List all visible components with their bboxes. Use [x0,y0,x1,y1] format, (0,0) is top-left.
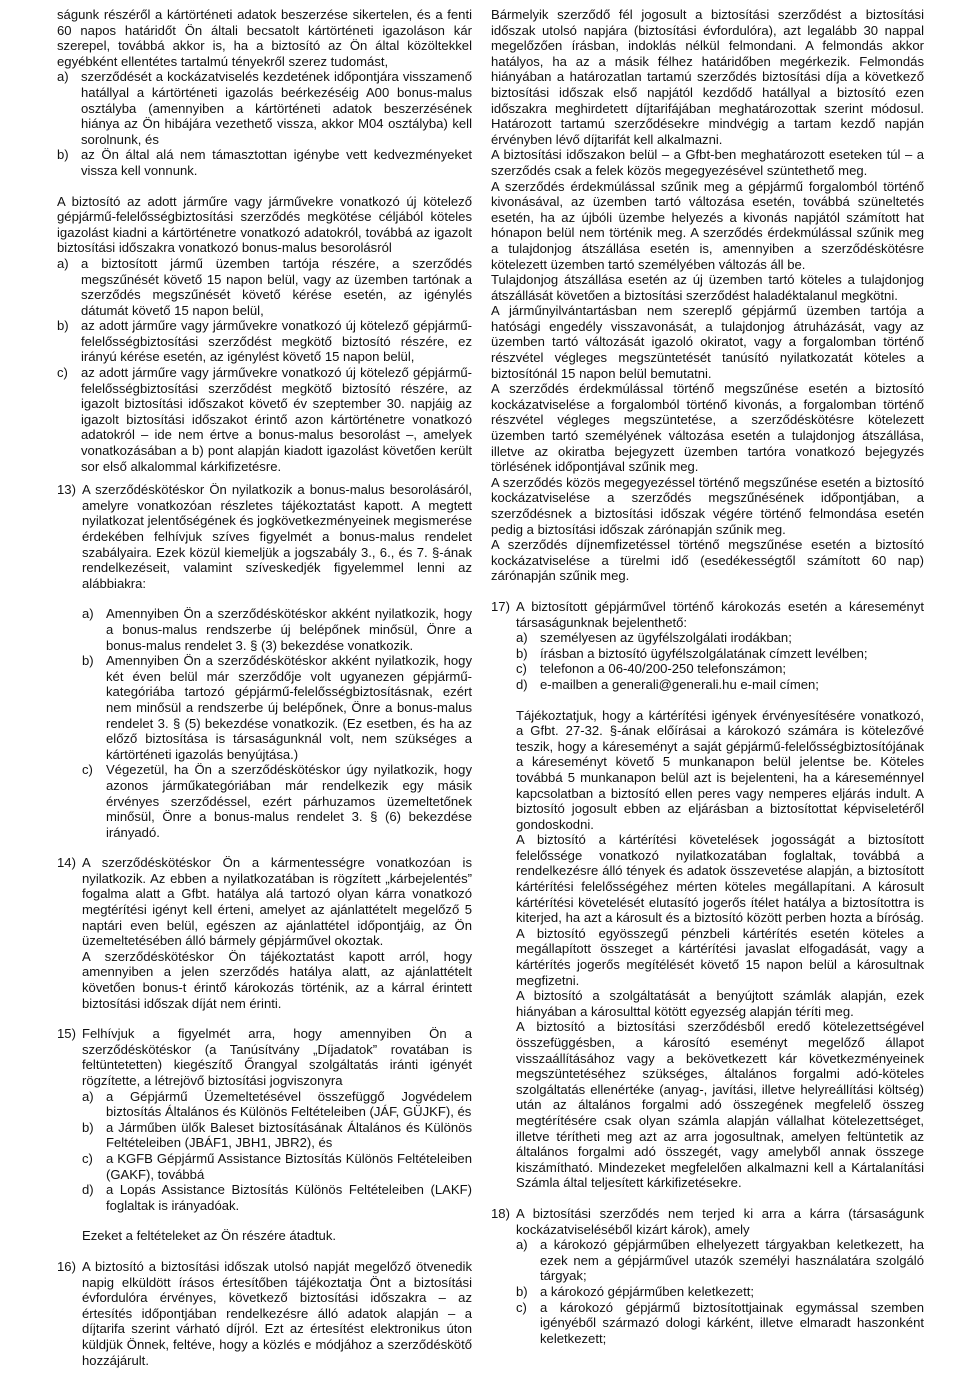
list-item [82,1089,472,1120]
list-text: e-mailben a generali@generali.hu e-mail címen; [540,676,819,692]
section-18 [491,1206,924,1346]
list-text: Amennyiben Ön a szerződéskötéskor akként nyilatkozik, hogy a bonus-malus rendszerbe új belépőnek minősül, Önre a bonus-malus rendelet 3. § (3) bekezdése vonatkozik. [106,606,472,653]
list-text: a Lopás Assistance Biztosítás Különös Feltételeiben (LAKF) foglaltak is irányadóak. [106,1182,472,1213]
list-label: b) [57,147,69,163]
list-label: d) [82,1182,94,1198]
paragraph: A szerződés közös megegyezéssel történő megszűnése esetén a biztosító kockázatviselése a szerződés megszűnésének időpontjában, a szerződésnek a biztosítási időszak végére történő felmondása esetén pedig a biztosítási időszak zárónapján szűnik meg. [491,474,924,537]
list-text: személyesen az ügyfélszolgálati irodákban; [540,630,792,646]
list-label: c) [516,1299,527,1315]
list-text: írásban a biztosító ügyfélszolgálatának címzett levélben; [540,645,868,661]
list-label: b) [516,645,528,661]
list-label: c) [57,365,68,381]
list-text: szerződését a kockázatviselés kezdetének időpontjára visszamenő hatállyal a kártörténeti igazolás beérkezéséig A00 bonus-malus osztályba (amennyiben a kártörténeti adatok beszerzésének hiánya az Ön hibájára vezethető vissza, akkor M04 osztályba) kell sorolnunk, és [81,69,472,147]
list-label: a) [57,69,69,85]
list-item [82,762,472,840]
list-label: a) [82,1088,94,1104]
list-item [516,677,924,693]
paragraph: A szerződés érdekmúlással szűnik meg a gépjármű forgalomból történő kivonásával, az üzemben tartó változása esetén, továbbá szüneltetés esetén, ha az újbóli üzembe helyezés a kivonás napjától számított hat hónapon belül nem történik meg. A szerződés érdekmúlással szűnik meg a tulajdonjog átszállása esetén is, amennyiben a szerződéskötésre kötelezett üzemben tartó személyében változás áll be. [491,178,924,272]
paragraph: A szerződéskötéskor Ön tájékoztatást kapott arról, hogy amennyiben a jelen szerződés hatálya alatt, az ajánlattételt követően bonus-t érintő károkozás történik, az a kárral érintett biztosítási időszak díját nem érinti. [82,948,472,1011]
list-item [82,1182,472,1213]
section-13 [57,482,472,840]
paragraph: Ezeket a feltételeket az Ön részére átadtuk. [82,1228,337,1244]
paragraph: ságunk részéről a kártörténeti adatok beszerzése sikertelen, és a fenti 60 napos határidőt Ön általi becsatolt kártörténeti igazoláson kár szerepel, továbbá akkor is, ha a biztosító az Ön által közöltekkel egyébként ellentétes tartalmú tényekről szerez tudomást, [57,7,472,69]
list-text: a Gépjármű Üzemeltetésével összefüggő Jogvédelem biztosítás Általános és Különös Feltételeiben (JÁF, GÜJKF), és [106,1088,472,1120]
list-label: c) [516,661,527,677]
list-text: Amennyiben Ön a szerződéskötéskor akként nyilatkozik, hogy két éven belül már szerződője volt ugyanezen gépjármű-kategóriába tartozó gépjármű-felelősségbiztosításnak, ezért nem minősül a rendszerbe új belépőnek, Önre a bonus-malus rendelet 3. § (5) bekezdése vonatkozik. (Ez esetben, és ha az előző biztosítása is társaságunknál volt, nem szükséges a kártörténeti igazolás benyújtása.) [106,653,472,762]
list-text: a biztosított jármű üzemben tartója részére, a szerződés megszűnését követő 15 napon belül, vagy az üzemben tartónak a szerződés megszűnését követő kérése esetén, az igénylés dátumát követő 15 napon belül, [81,255,472,318]
section-number: 13) [57,482,76,498]
list-item [516,661,924,677]
list-label: b) [82,653,94,669]
list-item [57,365,472,474]
list-text: Végezetül, ha Ön a szerződéskötéskor úgy nyilatkozik, hogy azonos járműkategóriában már rendelkezik egy másik érvényes szerződéssel, ezért párhuzamos üzemeltetőnek minősül, Önre a bonus-malus rendelet 3. § (6) bekezdése irányadó. [106,762,472,840]
paragraph: A biztosító az adott járműre vagy járművekre vonatkozó új kötelező gépjármű-felelősségbiztosítási szerződés megkötése céljából köteles igazolást kiadni a kártörténetre vonatkozó adatokról, továbbá az igazolt biztosítási időszakra vonatkozó bonus-malus besorolásról [57,193,472,256]
list-text: a károkozó gépjármű biztosítottjainak egymással szemben igényéből származó dologi kárként, illetve elmaradt haszonként keletkezett; [540,1299,924,1346]
list-item [516,646,924,662]
list-label: a) [82,606,94,622]
list-item [516,1237,924,1284]
list-item [82,606,472,653]
list-text: a károkozó gépjárműben elhelyezett tárgyakban keletkezett, ha ezek nem a gépjárművel utazók személyi használatára szolgáló tárgyak; [540,1237,924,1284]
paragraph: Bármelyik szerződő fél jogosult a biztosítási szerződést a biztosítási időszak utolsó napjára (biztosítási évfordulóra), azt legalább 30 nappal megelőzően írásban, indoklás nélkül felmondani. A felmondás akkor hatályos, ha az a másik félhez határidőben megérkezik. Felmondás hiányában a határozatlan tartamú szerződés biztosítási díja a következő biztosítási időszak első napjától kezdődő hatállyal a biztosító ezen időszakra meghirdetett díjtarifájában meghatározottak szerint módosul. Határozott tartamú szerződésekre mindvégig a tartam kezdő napján érvényben lévő díjtarifát kell alkalmazni. [491,7,924,147]
section-number: 15) [57,1026,76,1042]
list-text: a Járműben ülők Baleset biztosításának Általános és Különös Feltételeiben (JBÁF1, JBH1, JBR2), és [106,1119,472,1151]
list-item [516,630,924,646]
paragraph: A szerződéskötéskor Ön a kármentességre vonatkozóan is nyilatkozik. Az ebben a nyilatkozatában is rögzített „kárbejelentés” fogalma alatt a Gfbt. hatálya alá tartozó olyan kárra vonatkozó megtérítési igényt kell érteni, amelyet az ajánlattételt megelőző 5 naptári even belül, egészen az ajánlattétel időpontjáig, az Ön üzemeltetésében álló bármely gépjárművel okoztak. [82,855,472,949]
list-label: a) [516,1237,528,1253]
paragraph: A biztosítási időszakon belül – a Gfbt-ben meghatározott eseteken túl – a szerződés csak a felek közös megegyezésével szüntethető meg. [491,147,924,178]
list-item [82,1120,472,1151]
paragraph: A szerződés érdekmúlással történő megszűnése esetén a biztosító kockázatviselése a forgalomból történő kivonás, a forgalomban történő részvétel végleges megszüntetése, a szerződéskötésre kötelezett üzemben tartó személyének változása esetén a tulajdonjog átszállása, illetve az okiratba bejegyzett üzemben tartóra vonatkozó bejegyzés törlésének időpontjával szűnik meg. [491,381,924,475]
list-item [57,256,472,318]
paragraph: A biztosító a biztosítási időszak utolsó napját megelőző ötvenedik napig elküldött írásos értesítőben tájékoztatja Önt a biztosítási évfordulóra érvényes, következő biztosítási időszakra – az értesítés időpontjában rendelkezésre álló adatok alapján – a díjtarifa szerint várható díjról. Ezt az értesítést elektronikus úton küldjük Önnek, feltéve, hogy a közlés e módjához a szerződéskötő hozzájárult. [82,1258,472,1368]
section-number: 14) [57,855,76,871]
list-label: c) [82,762,93,778]
list-item [516,1300,924,1347]
paragraph: A biztosító a biztosítási szerződésből eredő kötelezettségével összefüggésben, a károsító eseményt megelőző állapot visszaállításához vagy a bekövetkezett kár következményeinek megszüntetéséhez szükséges, általános forgalmi adó-köteles szolgáltatás ellenértéke (anyag-, javítási, illetve helyreállítási költség) után az általános forgalmi adó összegének megfelelő összeg megtérítésére csak olyan számla alapján vállalhat kötelezettséget, illetve térítheti meg azt az arra jogosultnak, amelyen feltüntetik az általános forgalmi adó összegét, vagy amelyből annak összege kiszámítható. Mindezeket megfelelően alkalmazni kell a Kártalanítási Számla által teljesített kárkifizetésekre. [516,1019,924,1191]
left-column [57,7,472,1368]
section-number: 18) [491,1205,510,1221]
list-text: az Ön által alá nem támasztottan igénybe vett kedvezményeket vissza kell vonnunk. [81,147,472,178]
list-text: az adott járműre vagy járművekre vonatkozó új kötelező gépjármű-felelősségbiztosítási szerződést megkötő biztosító részére, ez irányú kérése esetén, az igénylést követő 15 napon belül, [81,318,472,365]
paragraph: A biztosítási szerződés nem terjed ki arra a kárra (társaságunk kockázatviseléséből kizárt károk), amely [516,1205,924,1237]
list-text: az adott járműre vagy járművekre vonatkozó új kötelező gépjármű-felelősségbiztosítási szerződést megkötő biztosító részére, az igazolt biztosítási időszakot követő év szeptember 30. napjáig az igazolt biztosítási időszakot érintő azon kártörténetre vonatkozó adatokról – ide nem értve a bonus-malus besorolást –, amelyek vonatkozásában a b) pont alapján kiadott igazolást követően került sor első alkalommal kárkifizetésre. [81,365,472,474]
list-item [82,653,472,762]
list-item [57,69,472,147]
list-label: a) [57,255,69,271]
paragraph: Felhívjuk a figyelmét arra, hogy amennyiben Ön a szerződéskötéskor (a Tanúsítvány „Díjadatok” rovatában is feltüntetetten) kiegészítő Őrangyal szolgáltatás iránti igényét rögzítette, a létrejövő biztosítási jogviszonyra [82,1026,472,1088]
paragraph: A biztosító a szolgáltatását a benyújtott számlák alapján, ezek hiányában a károsulttal kötött egyezség alapján téríti meg. [516,988,924,1019]
list-item [57,318,472,365]
list-label: b) [57,318,69,334]
list-text: telefonon a 06-40/200-250 telefonszámon; [540,661,787,677]
list-label: b) [516,1283,528,1299]
paragraph: Tájékoztatjuk, hogy a kártérítési igények érvényesítésére vonatkozó, a Gfbt. 27-32. §-ának előírásai a károkozó számára is kötelezővé teszik, hogy a káreseményt a saját gépjármű-felelősségbiztosítójának a káreseményt követő 5 munkanapon belül jelentse be. Köteles továbbá 5 munkanapon belül azt is bejelenteni, ha a káreseménnyel kapcsolatban a biztosító ellen peres vagy nemperes eljárás indult. A biztosító jogosult ebben az eljárásban a biztosítottat képviseletéről gondoskodni. [516,707,924,832]
section-17 [491,599,924,1191]
list-item [516,1284,924,1300]
paragraph: A szerződés díjnemfizetéssel történő megszűnése esetén a biztosító kockázatviselése a türelmi idő (esedékességtől számított 60 nap) zárónapján szűnik meg. [491,537,924,584]
section-number: 16) [57,1258,76,1274]
section-14 [57,855,472,1011]
paragraph: A biztosító a kártérítési követelések jogosságát a biztosított felelőssége vonatkozó nyilatkozatában foglaltak, továbbá a rendelkezésre álló tények és adatok összevetése alapján, a biztosított kártérítési felelősségéhez mérten köteles megállapítani. A károsult kártérítési követelését elutasító jogerős ítélet hatálya a biztosítottra is kiterjed, ha azt a károsult és a biztosító között perben hozta a bíróság. A biztosító egyösszegű pénzbeli kártérítés esetén köteles a megállapított összeget a kártérítési javaslat elfogadását, vagy a kártérítés jogerős megítélését követő 15 napon belül a károsultnak megfizetni. [516,832,924,988]
paragraph: A szerződéskötéskor Ön nyilatkozik a bonus-malus besorolásáról, amelyre vonatkozóan részletes tájékoztatást kapott. A megtett nyilatkozat jelentőségének és jogkövetkezményeinek megismerése érdekében felhívjuk szíves figyelmét a bonus-malus rendelet szabályaira. Ezek közül kiemeljük a jogszabály 3., 6., és 7. §-ának rendelkezéseit, valamint szíveskedjék figyelemmel lenni az alábbiakra: [82,482,472,591]
list-text: a károkozó gépjárműben keletkezett; [540,1283,754,1299]
list-item [57,147,472,178]
list-label: a) [516,630,528,646]
section-15 [57,1026,472,1244]
paragraph: A biztosított gépjárművel történő károkozás esetén a káreseményt társaságunknak bejelenthető: [516,598,924,630]
paragraph: A járműnyilvántartásban nem szereplő gépjármű üzemben tartója a hatósági engedély visszavonását, a tulajdonjog átruházását, vagy az üzemben tartó változását igazoló okiratot, vagy a forgalomban történő részvétel végleges megszüntetését tanúsító nyilatkozatát köteles a biztosítónál 15 napon belül bemutatni. [491,303,924,381]
list-label: d) [516,676,528,692]
paragraph: Tulajdonjog átszállása esetén az új üzemben tartó köteles a tulajdonjog átszállását követően a biztosítási szerződést haladéktalanul megkötni. [491,272,924,303]
list-label: b) [82,1119,94,1135]
list-label: c) [82,1150,93,1166]
list-item [82,1151,472,1182]
list-text: a KGFB Gépjármű Assistance Biztosítás Különös Feltételeiben (GAKF), továbbá [106,1150,472,1182]
right-column [491,7,924,1346]
section-number: 17) [491,598,510,614]
section-16 [57,1259,472,1368]
